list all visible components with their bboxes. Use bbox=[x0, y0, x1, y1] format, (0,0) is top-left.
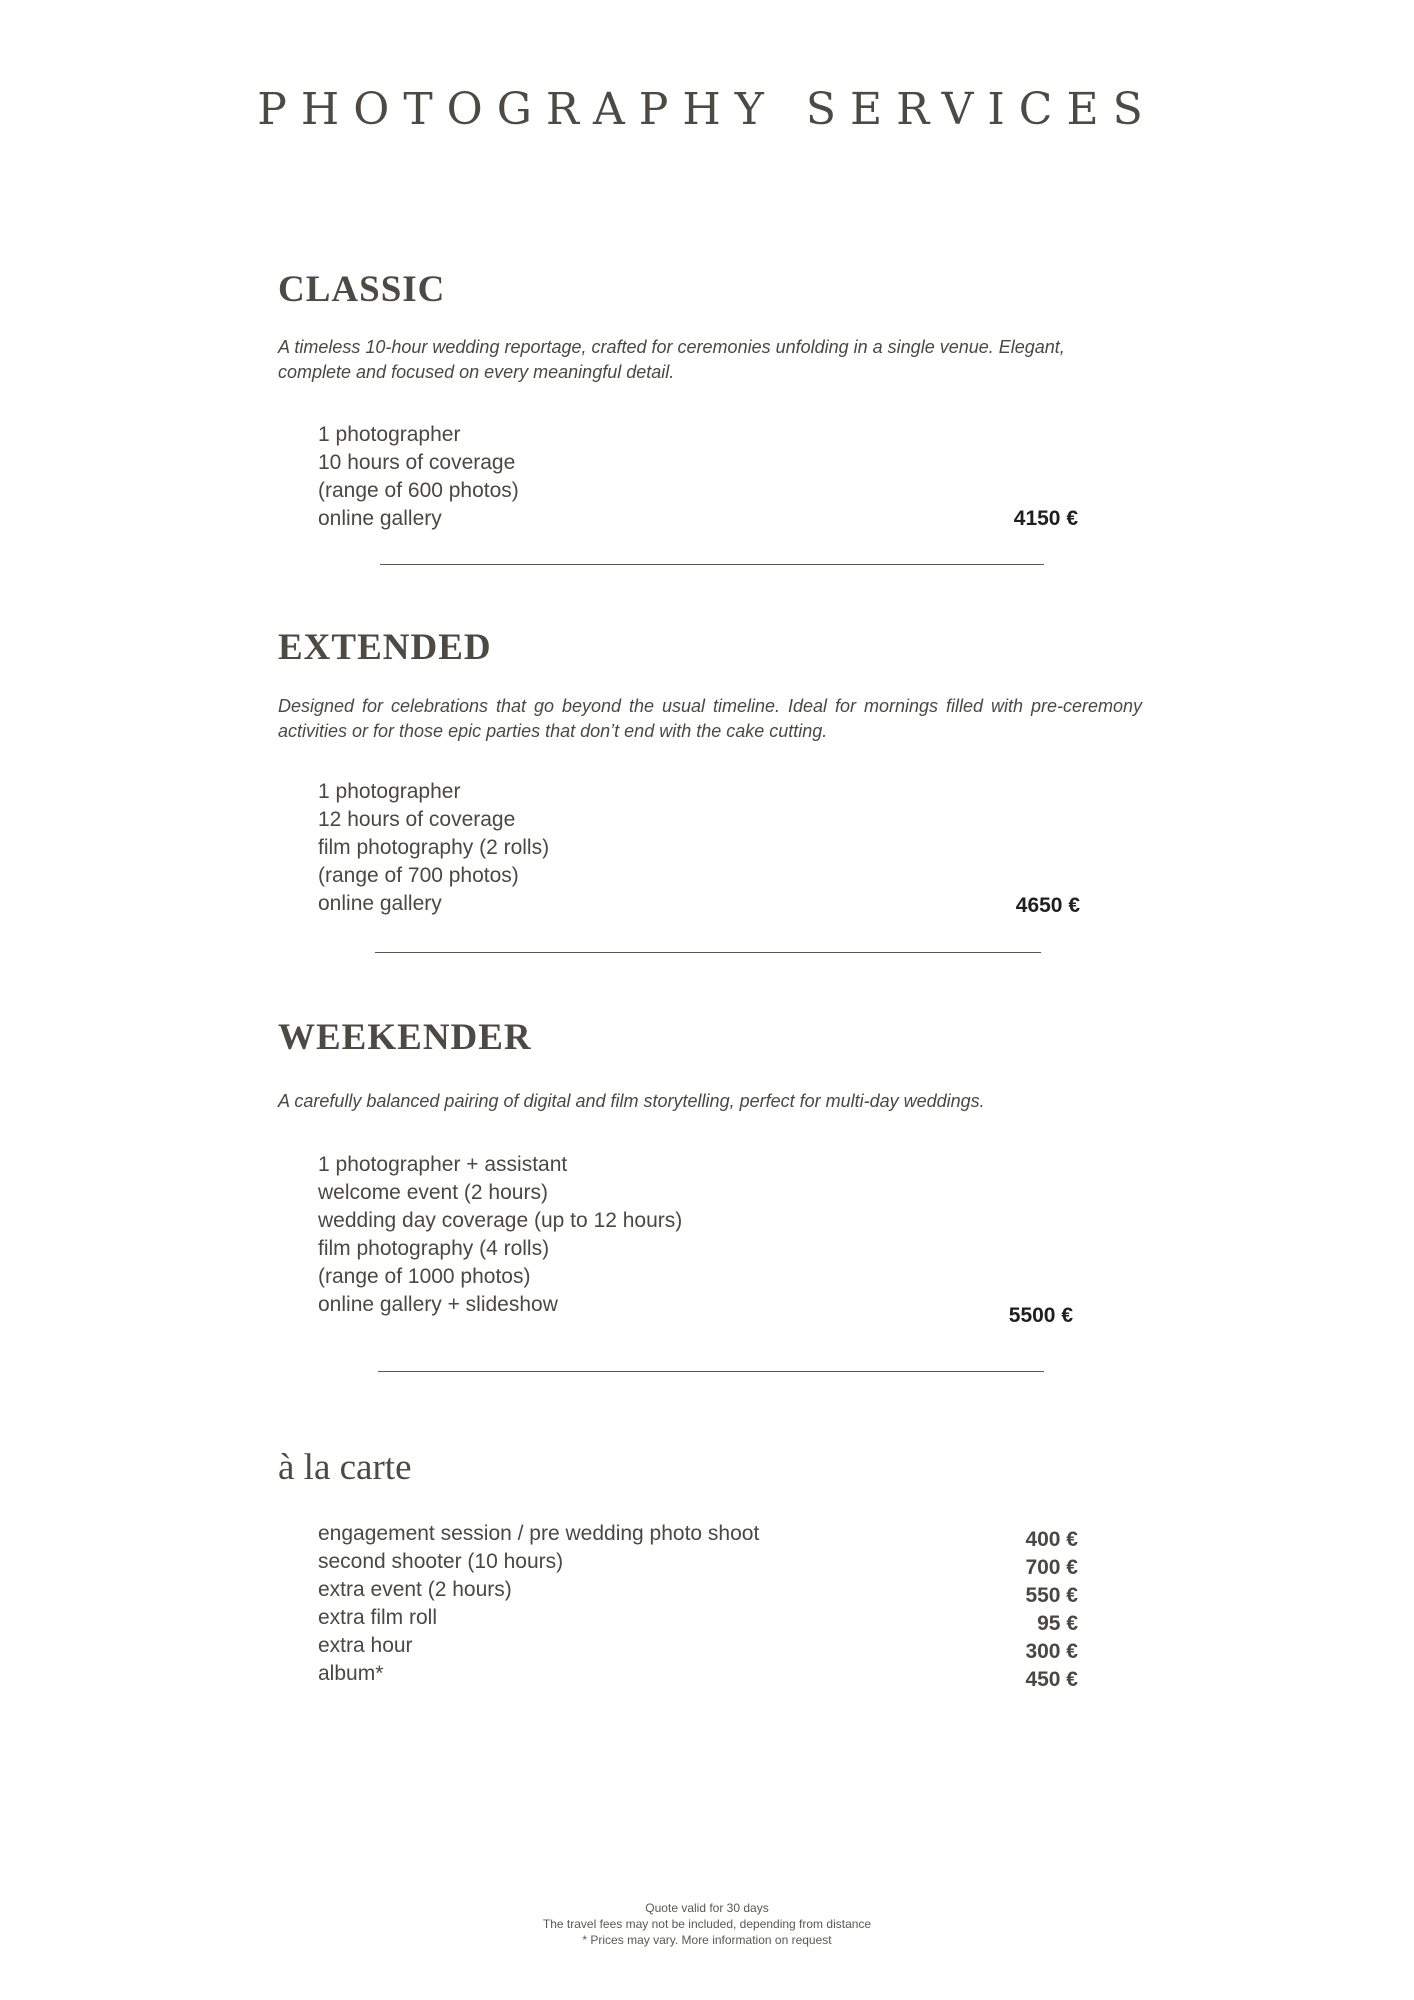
a-la-carte-price: 400 € bbox=[1025, 1528, 1078, 1551]
package-description: A carefully balanced pairing of digital and film storytelling, perfect for multi-day weddings. bbox=[278, 1091, 985, 1111]
a-la-carte-price: 450 € bbox=[1025, 1668, 1078, 1691]
a-la-carte-price: 95 € bbox=[1037, 1612, 1078, 1635]
feature-item: film photography (4 rolls) bbox=[318, 1237, 550, 1260]
package-description: A timeless 10-hour wedding reportage, crafted for ceremonies unfolding in a single venue. Elegant, complete and focused on every meaningful detail. bbox=[278, 337, 1065, 382]
package-title: CLASSIC bbox=[278, 269, 446, 310]
footer-quote-validity: Quote valid for 30 days bbox=[645, 1901, 769, 1915]
feature-item: wedding day coverage (up to 12 hours) bbox=[318, 1209, 683, 1232]
a-la-carte-item: extra event (2 hours) bbox=[318, 1578, 512, 1601]
footer-price-note: * Prices may vary. More information on request bbox=[582, 1933, 832, 1947]
feature-item: 1 photographer bbox=[318, 780, 461, 803]
feature-item: (range of 700 photos) bbox=[318, 864, 519, 887]
a-la-carte-item: engagement session / pre wedding photo shoot bbox=[318, 1522, 760, 1545]
feature-item: welcome event (2 hours) bbox=[318, 1181, 548, 1204]
feature-item: 1 photographer bbox=[318, 423, 461, 446]
footer-notes bbox=[0, 1900, 1414, 1948]
section-divider bbox=[380, 564, 1044, 565]
feature-item: 10 hours of coverage bbox=[318, 451, 516, 474]
page-title: PHOTOGRAPHY SERVICES bbox=[257, 84, 1157, 135]
feature-item: film photography (2 rolls) bbox=[318, 836, 550, 859]
package-description: Designed for celebrations that go beyond the usual timeline. Ideal for mornings filled with pre-ceremony activities or for those epic parties that don’t end with the cake cutting. bbox=[278, 696, 1142, 741]
package-price: 5500 € bbox=[1008, 1304, 1073, 1327]
feature-item: 1 photographer + assistant bbox=[318, 1153, 568, 1176]
a-la-carte-price: 300 € bbox=[1025, 1640, 1078, 1663]
package-price: 4650 € bbox=[1015, 894, 1080, 917]
feature-item: 12 hours of coverage bbox=[318, 808, 516, 831]
package-features bbox=[318, 421, 519, 533]
section-divider bbox=[378, 1371, 1044, 1372]
a-la-carte-title: à la carte bbox=[278, 1447, 412, 1488]
feature-item: online gallery + slideshow bbox=[318, 1293, 558, 1316]
feature-item: online gallery bbox=[318, 507, 442, 530]
section-divider bbox=[375, 952, 1041, 953]
package-features bbox=[318, 778, 549, 918]
package-title: WEEKENDER bbox=[278, 1017, 532, 1058]
a-la-carte-item: extra film roll bbox=[318, 1606, 438, 1629]
package-title: EXTENDED bbox=[278, 627, 492, 668]
feature-item: (range of 1000 photos) bbox=[318, 1265, 531, 1288]
footer-travel-fees: The travel fees may not be included, depending from distance bbox=[542, 1917, 872, 1931]
a-la-carte-price: 700 € bbox=[1025, 1556, 1078, 1579]
a-la-carte-items bbox=[318, 1520, 759, 1688]
a-la-carte-item: album* bbox=[318, 1662, 384, 1685]
feature-item: (range of 600 photos) bbox=[318, 479, 519, 502]
a-la-carte-item: second shooter (10 hours) bbox=[318, 1550, 564, 1573]
feature-item: online gallery bbox=[318, 892, 442, 915]
a-la-carte-prices bbox=[878, 1526, 1078, 1694]
a-la-carte-item: extra hour bbox=[318, 1634, 413, 1657]
a-la-carte-price: 550 € bbox=[1025, 1584, 1078, 1607]
package-price: 4150 € bbox=[1013, 507, 1078, 530]
package-features bbox=[318, 1151, 682, 1319]
